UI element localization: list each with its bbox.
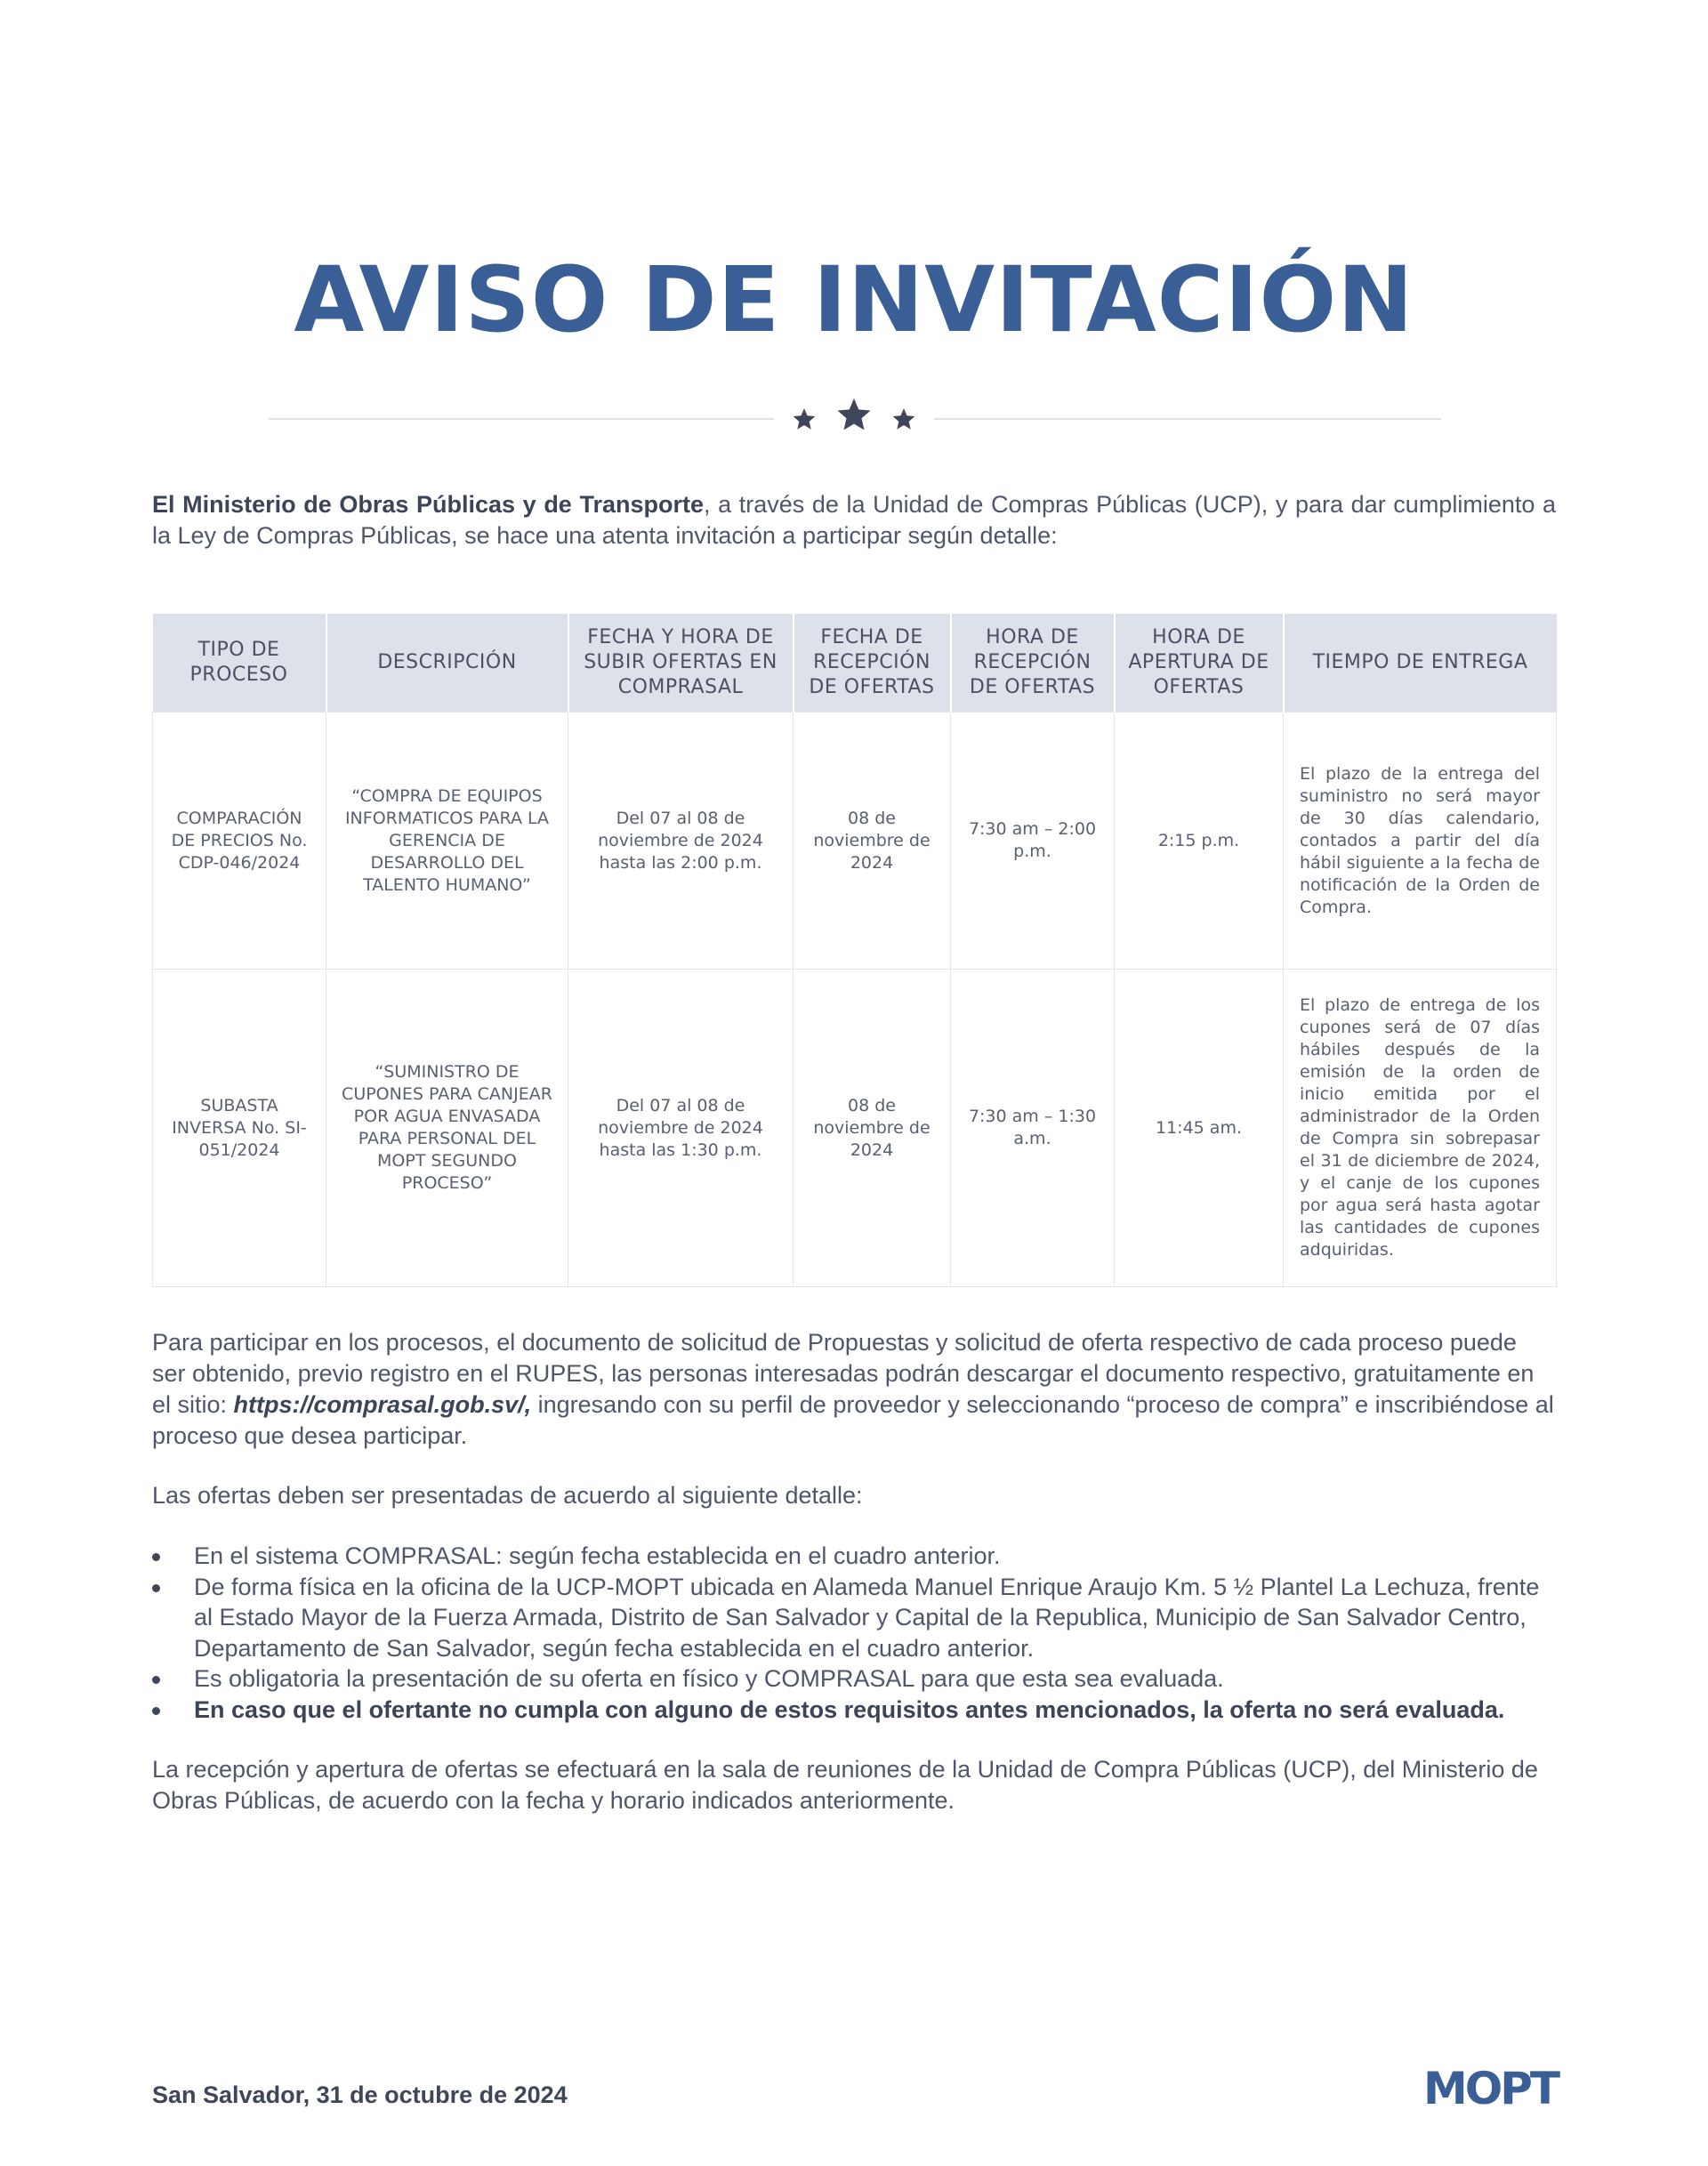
offers-intro-paragraph: Las ofertas deben ser presentadas de acuerdo al siguiente detalle: — [152, 1482, 863, 1509]
star-icon — [893, 408, 915, 430]
table-row — [153, 713, 1557, 970]
table-header-row — [153, 614, 1557, 713]
place-date: San Salvador, 31 de octubre de 2024 — [152, 2081, 568, 2108]
cell-tipo-proceso: COMPARACIÓN DE PRECIOS No. CDP-046/2024 — [153, 713, 326, 970]
star-icon — [794, 408, 816, 430]
cell-fecha-subir: Del 07 al 08 de noviembre de 2024 hasta las 1:30 p.m. — [568, 970, 794, 1287]
list-item: Es obligatoria la presentación de su oferta en físico y COMPRASAL para que esta sea evaluada. — [152, 1663, 1556, 1695]
header-fecha-subir-ofertas: FECHA Y HORA DE SUBIR OFERTAS EN COMPRASAL — [568, 614, 794, 713]
comprasal-link[interactable]: https://comprasal.gob.sv/, — [233, 1391, 532, 1418]
header-tiempo-entrega: TIEMPO DE ENTREGA — [1284, 614, 1557, 713]
logo-text: MOPT — [1423, 2065, 1559, 2110]
table-row — [153, 970, 1557, 1287]
bullet-icon — [152, 1676, 160, 1684]
stars-ornament — [790, 397, 918, 441]
header-fecha-recepcion: FECHA DE RECEPCIÓN DE OFERTAS — [794, 614, 951, 713]
cell-hora-apertura: 2:15 p.m. — [1115, 713, 1284, 970]
star-icon — [837, 399, 870, 430]
participation-text: Para participar en los procesos, el documento de solicitud de Propuestas y solicitud de oferta respectivo de cada proceso puede ser obtenido, previo registro en el RUPES, las personas interesadas podrán descargar el documento respectivo, gratuitamente en el sitio: — [152, 1329, 1535, 1418]
header-hora-recepcion: HORA DE RECEPCIÓN DE OFERTAS — [951, 614, 1115, 713]
mopt-logo — [1423, 2065, 1569, 2110]
cell-tiempo-entrega: El plazo de la entrega del suministro no será mayor de 30 días calendario, contados a partir del día hábil siguiente a la fecha de notificación de la Orden de Compra. — [1284, 713, 1557, 970]
list-item: En caso que el ofertante no cumpla con alguno de estos requisitos antes mencionados, la oferta no será evaluada. — [152, 1695, 1556, 1726]
offers-list — [152, 1541, 1556, 1725]
cell-fecha-recepcion: 08 de noviembre de 2024 — [794, 970, 951, 1287]
cell-hora-recepcion: 7:30 am – 2:00 p.m. — [951, 713, 1115, 970]
cell-fecha-recepcion: 08 de noviembre de 2024 — [794, 713, 951, 970]
cell-tiempo-entrega: El plazo de entrega de los cupones será de 07 días hábiles después de la emisión de la orden de inicio emitida por el administrador de la Orden de Compra sin sobrepasar el 31 de diciembre de 2024, y el canje de los cupones por agua será hasta agotar las cantidades de cupones adquiridas. — [1284, 970, 1557, 1287]
list-item: En el sistema COMPRASAL: según fecha establecida en el cuadro anterior. — [152, 1541, 1556, 1572]
bullet-icon — [152, 1584, 160, 1592]
intro-org: El Ministerio de Obras Públicas y de Transporte — [152, 491, 704, 518]
participation-paragraph — [152, 1327, 1556, 1452]
bullet-icon — [152, 1553, 160, 1561]
header-descripcion: DESCRIPCIÓN — [326, 614, 568, 713]
header-tipo-proceso: TIPO DE PROCESO — [153, 614, 326, 713]
divider-right — [934, 418, 1441, 420]
header-hora-apertura: HORA DE APERTURA DE OFERTAS — [1115, 614, 1284, 713]
cell-descripcion: “SUMINISTRO DE CUPONES PARA CANJEAR POR AGUA ENVASADA PARA PERSONAL DEL MOPT SEGUNDO PROCESO” — [326, 970, 568, 1287]
cell-tipo-proceso: SUBASTA INVERSA No. SI-051/2024 — [153, 970, 326, 1287]
reception-paragraph: La recepción y apertura de ofertas se efectuará en la sala de reuniones de la Unidad de Compra Públicas (UCP), del Ministerio de Obras Públicas, de acuerdo con la fecha y horario indicados anteriormente. — [152, 1756, 1538, 1814]
cell-hora-apertura: 11:45 am. — [1115, 970, 1284, 1287]
cell-hora-recepcion: 7:30 am – 1:30 a.m. — [951, 970, 1115, 1287]
cell-fecha-subir: Del 07 al 08 de noviembre de 2024 hasta las 2:00 p.m. — [568, 713, 794, 970]
cell-descripcion: “COMPRA DE EQUIPOS INFORMATICOS PARA LA GERENCIA DE DESARROLLO DEL TALENTO HUMANO” — [326, 713, 568, 970]
list-item: De forma física en la oficina de la UCP-MOPT ubicada en Alameda Manuel Enrique Araujo Km. 5 ½ Plantel La Lechuza, frente al Estado Mayor de la Fuerza Armada, Distrito de San Salvador y Capital de la Republica, Municipio de San Salvador Centro, Departamento de San Salvador, según fecha establecida en el cuadro anterior. — [152, 1572, 1556, 1664]
intro-paragraph — [152, 489, 1556, 552]
participation-text-after: ingresando con su perfil de proveedor y seleccionando “proceso de compra” e inscribiéndose al proceso que desea participar. — [152, 1391, 1554, 1449]
intro-text: , a través de la Unidad de Compras Públicas (UCP), y para dar cumplimiento a la Ley de Compras Públicas, se hace una atenta invitación a participar según detalle: — [152, 491, 1556, 549]
divider-left — [269, 418, 774, 420]
page-title: AVISO DE INVITACIÓN — [294, 247, 1414, 353]
process-table — [152, 614, 1557, 1287]
bullet-icon — [152, 1707, 160, 1715]
